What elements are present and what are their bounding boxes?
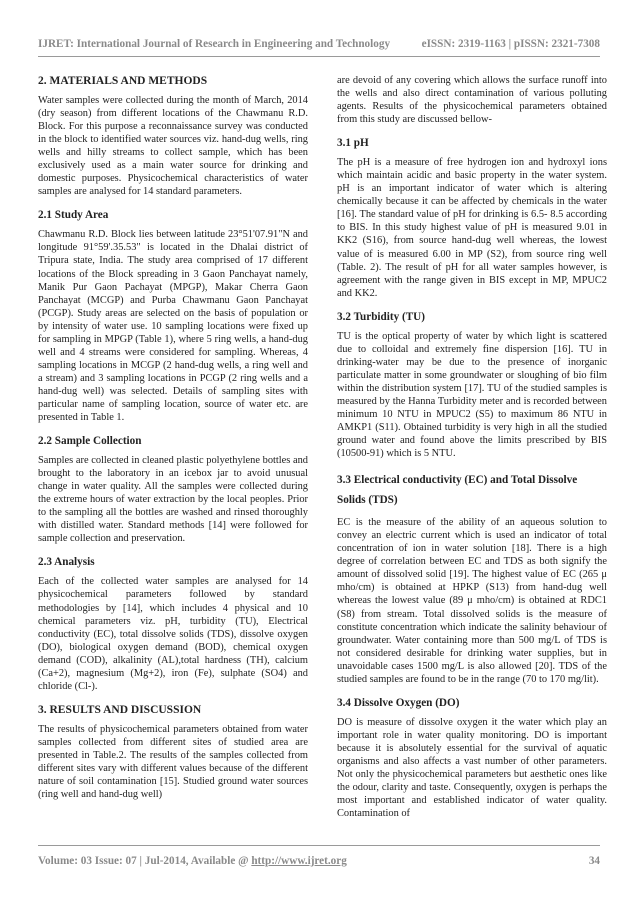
paragraph-turbidity: TU is the optical property of water by which light is scattered due to colloidal and extremely fine dispersion [16]. TU in drinking-water may be due to the presence of inorganic particulate matter in some groundwater or sloughing of bio film within the distribution system [17]. TU of the studied samples is measured by the Hanna Turbidity meter and is recorded between minimum 10 NTU in MPUC2 (S5) to maximum 86 NTU in AMKP1 (S11). Obtained turbidity is very high in all the studied ground water and found above the limits prescribed by BIS (10500-91) which is 5 NTU.	[337, 330, 607, 460]
section-heading-ec-tds: 3.3 Electrical conductivity (EC) and Total Dissolve Solids (TDS)	[337, 474, 578, 507]
issn-info: eISSN: 2319-1163 | pISSN: 2321-7308	[421, 38, 600, 50]
journal-link[interactable]: http://www.ijret.org	[251, 855, 347, 867]
section-heading-turbidity: 3.2 Turbidity (TU)	[337, 310, 425, 323]
paragraph-ec-tds: EC is the measure of the ability of an aqueous solution to convey an electric current which is used an indicator of total concentration of ion in water solution [18]. There is a high degree of correlation between EC and TDS as both signify the amount of dissolved solid [19]. The highest value of EC (265 μ mho/cm) is obtained at HPKP (S13) from hand-dug well whereas the lowest value (89 μ mho/cm) is obtained at RDC1 (S8) from stream. Total dissolved solids is the measure of constitute concentration which indicate the salinity behaviour of groundwater. Water containing more than 500 mg/L of TDS is not considered desirable for drinking water supplies, but in unavoidable cases 1500 mg/L is also allowed [20]. TDS of the studied samples are found to be in the range (70 to 170 mg/lit).	[337, 517, 607, 685]
volume-text: Volume: 03 Issue: 07 | Jul-2014, Available @	[38, 855, 252, 867]
left-column	[38, 74, 308, 811]
section-heading-results-discussion: 3. RESULTS AND DISCUSSION	[38, 703, 202, 716]
section-heading-study-area: 2.1 Study Area	[38, 209, 109, 222]
section-heading-analysis: 2.3 Analysis	[38, 556, 95, 569]
footer-rule	[38, 845, 600, 846]
paragraph-study-area: Chawmanu R.D. Block lies between latitude 23°51'07.91"N and longitude 91°59'.35.53" is located in the Dhalai district of Tripura state, India. The study area comprised of 17 different locations of the Block spreading in 3 Gaon Panchayat namely, Manik Pur Gaon Pachayat (MPGP), Makar Cherra Gaon Panchayat (MCGP) and Purba Chawmanu Gaon Panchayat (PCGP). Study areas are selected on the basis of population or by intensity of water use. 10 sampling locations were fixed up for sampling in MPGP (Table 1), where 5 ring wells, a hand-dug well and 4 streams were considered for sampling. Whereas, 4 sampling locations in MCGP (2 hand-dug wells, a ring well and a stream) and 3 sampling locations in PCGP (2 ring wells and a hand-dug well) was selected. Details of sampling sites with particular name of sampling location, source of water etc. are presented in Table 1.	[38, 229, 308, 424]
right-column	[337, 74, 607, 830]
section-heading-sample-collection: 2.2 Sample Collection	[38, 435, 142, 448]
header-rule	[38, 56, 600, 57]
volume-info	[38, 855, 347, 867]
paragraph-dissolved-oxygen: DO is measure of dissolve oxygen it the water which play an important role in water quality monitoring. DO is important because it is absolutely essential for the survival of aquatic organisms and also affects a vast number of other parameters. Not only the physicochemical parameters but aesthetic ones like the odour, clarity and taste. Consequently, oxygen is perhaps the most important and established indicator of water quality. Contamination of	[337, 716, 607, 820]
section-heading-dissolved-oxygen: 3.4 Dissolve Oxygen (DO)	[337, 696, 460, 709]
paragraph-sample-collection: Samples are collected in cleaned plastic polyethylene bottles and brought to the laboratory in an icebox jar to avoid unusual change in water quality. All the samples were collected during the extreme hours of water extraction by the local peoples. Prior to the sampling all the bottles are washed and rinsed thoroughly with distilled water. Standard methods [14] were followed for sample collection and preservation.	[38, 455, 308, 545]
section-heading-materials-methods: 2. MATERIALS AND METHODS	[38, 75, 208, 87]
paragraph-results-discussion: The results of physicochemical parameters obtained from water samples collected from different sites of studied area are presented in Table.2. The results of the samples collected from different sites vary with different values because of the different nature of soil contamination [15]. Studied ground water sources (ring well and hand-dug well)	[38, 723, 308, 801]
page-number: 34	[588, 855, 600, 867]
journal-title: IJRET: International Journal of Research in Engineering and Technology	[38, 38, 391, 50]
paragraph-ph: The pH is a measure of free hydrogen ion and hydroxyl ions which maintain acidic and basic property in the water system. pH is an important indicator of water which is altering chemically because it can be affected by chemicals in the water [16]. The standard value of pH for drinking is 6.5- 8.5 according to BIS. In this study highest value of pH is measured 9.01 in KK2 (S16), from source hand-dug well whereas, the lowest value of is measured 6.00 in MP (S2), from source ring well (Table. 2). The result of pH for all water samples however, is agreement with the range given in BIS except in MP, MPUC2 and KK2.	[337, 157, 607, 299]
section-heading-ph: 3.1 pH	[337, 137, 369, 150]
running-header	[38, 38, 600, 50]
paragraph-results-continued: are devoid of any covering which allows the surface runoff into the wells and also direct contamination of various polluting agents. Results of the physicochemical parameters obtained from this study are discussed bellow-	[337, 75, 607, 126]
paragraph-materials-methods: Water samples were collected during the month of March, 2014 (dry season) from different locations of the Chawmanu R.D. Block. For this purpose a reconnaissance survey was conducted in the block to identified water sources viz. hand-dug wells, ring wells and hilly streams to collect sample, which has been exclusively used as a main water source for drinking and domestic purposes. Physicochemical characteristics of water samples are analysed for 14 standard parameters.	[38, 95, 308, 198]
paragraph-analysis: Each of the collected water samples are analysed for 14 physicochemical parameters followed by standard methodologies by [14], which includes 4 physical and 10 chemical parameters viz. pH, turbidity (TU), Electrical conductivity (EC), total dissolve solids (TDS), dissolve oxygen (DO), biological oxygen demand (BOD), chemical oxygen demand (COD), alkalinity (AL),total hardness (TH), calcium (Ca+2), magnesium (Mg+2), iron (Fe), sulphate (SO4) and chloride (Cl-).	[38, 576, 308, 692]
running-footer	[38, 855, 600, 867]
